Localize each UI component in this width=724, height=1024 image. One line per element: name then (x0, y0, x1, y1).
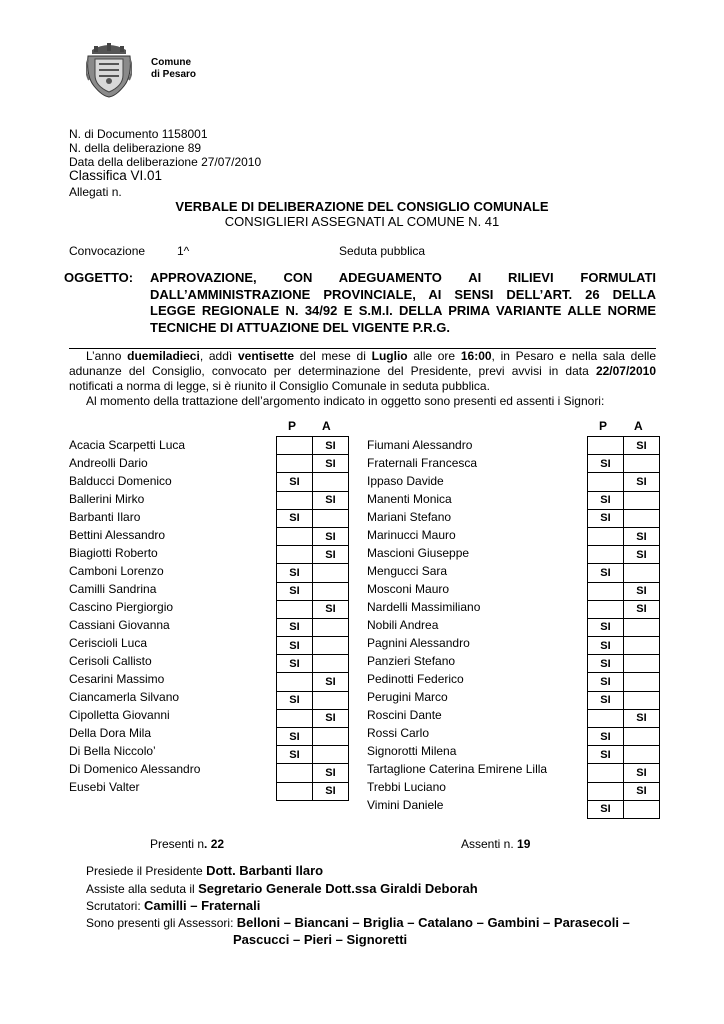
oggetto-text (150, 270, 656, 336)
councillor-name: Cassiani Giovanna (69, 618, 170, 632)
oggetto-label: OGGETTO: (64, 270, 134, 285)
seduta-type: Seduta pubblica (339, 244, 426, 258)
assessori-line: Sono presenti gli Assessori: Belloni – Biancani – Briglia – Catalano – Gambini – Parasecoli – (86, 915, 630, 930)
present-cell (588, 527, 624, 545)
attendance-row (588, 582, 660, 600)
convocazione-value: 1^ (177, 244, 190, 258)
councillor-name: Ciancamerla Silvano (69, 690, 180, 704)
councillor-name: Mascioni Giuseppe (367, 546, 470, 560)
absent-cell (624, 728, 660, 746)
absent-cell: SI (624, 782, 660, 800)
right-names-column (367, 436, 547, 814)
attendance-row (277, 691, 349, 709)
absent-cell: SI (624, 709, 660, 727)
councillor-name: Camilli Sandrina (69, 582, 157, 596)
header-a-left: A (322, 419, 331, 433)
presenti-total: Presenti n. 22 (150, 837, 225, 851)
present-cell: SI (277, 637, 313, 655)
present-cell: SI (277, 728, 313, 746)
absent-cell (313, 509, 349, 527)
absent-cell (624, 509, 660, 527)
intro-p2: Al momento della trattazione dell’argomento indicato in oggetto sono presenti ed assenti i Signori: (86, 394, 605, 408)
absent-cell: SI (313, 600, 349, 618)
councillor-name: Manenti Monica (367, 492, 452, 506)
present-cell (277, 709, 313, 727)
councillor-name: Roscini Dante (367, 708, 442, 722)
pesaro-coat-of-arms-icon (86, 40, 132, 98)
councillor-name: Mosconi Mauro (367, 582, 450, 596)
attendance-row (588, 655, 660, 673)
present-cell (588, 764, 624, 782)
absent-cell: SI (313, 491, 349, 509)
header-p-left: P (288, 419, 297, 433)
absent-cell: SI (313, 782, 349, 800)
left-attendance-table (276, 436, 349, 801)
assiste-line: Assiste alla seduta il Segretario Generale Dott.ssa Giraldi Deborah (86, 881, 478, 896)
scrutatori-line: Scrutatori: Camilli – Fraternali (86, 898, 261, 913)
comune-line2: di Pesaro (151, 69, 197, 80)
absent-cell (624, 491, 660, 509)
absent-cell (313, 637, 349, 655)
absent-cell: SI (313, 437, 349, 455)
attendance-row (588, 455, 660, 473)
oggetto-line: APPROVAZIONE, CON ADEGUAMENTO AI RILIEVI FORMULATI (150, 270, 656, 285)
deliberation-date: Data della deliberazione 27/07/2010 (69, 155, 262, 169)
attendance-row (588, 764, 660, 782)
councillor-name: Acacia Scarpetti Luca (69, 438, 186, 452)
councillor-name: Bettini Alessandro (69, 528, 166, 542)
attendance-row (588, 782, 660, 800)
left-names-column (69, 436, 200, 796)
councillor-name: Nardelli Massimiliano (367, 600, 481, 614)
councillor-name: Fraternali Francesca (367, 456, 478, 470)
councillor-name: Ippaso Davide (367, 474, 444, 488)
present-cell (277, 782, 313, 800)
present-cell: SI (277, 564, 313, 582)
absent-cell (624, 746, 660, 764)
absent-cell: SI (624, 600, 660, 618)
oggetto-line: DALL’AMMINISTRAZIONE PROVINCIALE, AI SENSI DELL’ART. 26 DELLA (150, 286, 656, 302)
absent-cell: SI (313, 709, 349, 727)
oggetto-line: LEGGE REGIONALE N. 34/92 E S.M.I. DELLA PRIMA VARIANTE ALLE NORME (150, 303, 656, 318)
present-cell (588, 600, 624, 618)
councillor-name: Tartaglione Caterina Emirene Lilla (367, 762, 548, 776)
present-cell (277, 600, 313, 618)
present-cell (277, 673, 313, 691)
present-cell (277, 455, 313, 473)
present-cell (588, 709, 624, 727)
header-a-right: A (634, 419, 643, 433)
absent-cell (624, 673, 660, 691)
attendance-row (277, 455, 349, 473)
attendance-row (588, 709, 660, 727)
present-cell (588, 782, 624, 800)
councillor-name: Mengucci Sara (367, 564, 448, 578)
present-cell: SI (277, 746, 313, 764)
present-cell (588, 582, 624, 600)
attendance-row (588, 473, 660, 491)
councillor-name: Della Dora Mila (69, 726, 152, 740)
councillor-name: Ballerini Mirko (69, 492, 145, 506)
absent-cell: SI (313, 546, 349, 564)
councillor-name: Balducci Domenico (69, 474, 172, 488)
attendance-row (588, 637, 660, 655)
councillor-name: Ceriscioli Luca (69, 636, 148, 650)
absent-cell (624, 455, 660, 473)
councillor-name: Trebbi Luciano (367, 780, 446, 794)
councillor-name: Di Bella Niccolo’ (69, 744, 156, 758)
comune-line1: Comune (151, 57, 191, 68)
absent-cell (313, 473, 349, 491)
councillor-name: Di Domenico Alessandro (69, 762, 201, 776)
attendance-row (277, 546, 349, 564)
deliberation-number: N. della deliberazione 89 (69, 141, 202, 155)
councillor-name: Cerisoli Callisto (69, 654, 152, 668)
attendance-row (277, 564, 349, 582)
present-cell (277, 437, 313, 455)
councillor-name: Barbanti Ilaro (69, 510, 141, 524)
absent-cell (624, 637, 660, 655)
councillor-name: Marinucci Mauro (367, 528, 456, 542)
document-number: N. di Documento 1158001 (69, 127, 208, 141)
present-cell (588, 473, 624, 491)
absent-cell: SI (624, 546, 660, 564)
attendance-row (588, 618, 660, 636)
present-cell (277, 764, 313, 782)
councillor-name: Biagiotti Roberto (69, 546, 158, 560)
councillor-name: Perugini Marco (367, 690, 448, 704)
present-cell: SI (588, 455, 624, 473)
classification: Classifica VI.01 (69, 168, 163, 183)
attendance-row (588, 564, 660, 582)
attendance-row (277, 655, 349, 673)
attachments: Allegati n. (69, 185, 122, 199)
present-cell (277, 546, 313, 564)
header-p-right: P (599, 419, 608, 433)
absent-cell: SI (313, 673, 349, 691)
attendance-row (588, 746, 660, 764)
councillor-name: Rossi Carlo (367, 726, 430, 740)
absent-cell: SI (624, 527, 660, 545)
present-cell: SI (277, 618, 313, 636)
present-cell: SI (588, 491, 624, 509)
councillor-name: Panzieri Stefano (367, 654, 456, 668)
absent-cell: SI (624, 437, 660, 455)
assenti-total: Assenti n. 19 (461, 837, 531, 851)
oggetto-line: TECNICHE DI ATTUAZIONE DEL VIGENTE P.R.G. (150, 319, 450, 335)
councillor-name: Signorotti Milena (367, 744, 457, 758)
attendance-row (588, 527, 660, 545)
present-cell: SI (588, 637, 624, 655)
attendance-row (588, 673, 660, 691)
councillor-name: Fiumani Alessandro (367, 438, 473, 452)
present-cell: SI (588, 655, 624, 673)
assessori-line-2: Pascucci – Pieri – Signoretti (233, 932, 408, 947)
attendance-row (588, 691, 660, 709)
present-cell: SI (588, 691, 624, 709)
present-cell: SI (588, 728, 624, 746)
councillor-name: Pagnini Alessandro (367, 636, 470, 650)
absent-cell (624, 655, 660, 673)
councillor-name: Camboni Lorenzo (69, 564, 164, 578)
councillor-name: Cesarini Massimo (69, 672, 165, 686)
attendance-row (277, 491, 349, 509)
absent-cell (624, 800, 660, 818)
councillor-name: Cascino Piergiorgio (69, 600, 174, 614)
present-cell (277, 527, 313, 545)
present-cell: SI (277, 509, 313, 527)
right-attendance-table (587, 436, 660, 819)
absent-cell: SI (624, 764, 660, 782)
intro-paragraph (69, 349, 656, 409)
present-cell: SI (588, 746, 624, 764)
councillor-name: Eusebi Valter (69, 780, 140, 794)
attendance-row (277, 764, 349, 782)
attendance-row (588, 728, 660, 746)
absent-cell (624, 691, 660, 709)
attendance-row (277, 746, 349, 764)
attendance-row (277, 509, 349, 527)
attendance-row (588, 546, 660, 564)
document-title: VERBALE DI DELIBERAZIONE DEL CONSIGLIO COMUNALE (175, 199, 549, 214)
absent-cell (313, 618, 349, 636)
comune-label (151, 57, 196, 81)
councillor-name: Vimini Daniele (367, 798, 444, 812)
present-cell: SI (277, 691, 313, 709)
present-cell (588, 437, 624, 455)
absent-cell (313, 564, 349, 582)
councillor-name: Andreolli Dario (69, 456, 148, 470)
present-cell: SI (277, 582, 313, 600)
present-cell (588, 546, 624, 564)
intro-p1: L’anno duemiladieci, addì ventisette del mese di Luglio alle ore 16:00, in Pesaro e nella sala delle adunanze del Consiglio, convocato per determinazione del Presidente, previ avvisi in data 22/07/2010 notificati a norma di legge, si è riunito il Consiglio Comunale in seduta pubblica. (69, 349, 657, 393)
absent-cell: SI (624, 582, 660, 600)
attendance-row (277, 473, 349, 491)
attendance-row (588, 437, 660, 455)
presiede-line: Presiede il Presidente Dott. Barbanti Ilaro (86, 863, 324, 878)
attendance-row (277, 582, 349, 600)
attendance-row (588, 509, 660, 527)
absent-cell (313, 746, 349, 764)
councillor-name: Nobili Andrea (367, 618, 439, 632)
document-subtitle: CONSIGLIERI ASSEGNATI AL COMUNE N. 41 (224, 214, 500, 229)
present-cell: SI (588, 564, 624, 582)
absent-cell (313, 655, 349, 673)
absent-cell (313, 582, 349, 600)
present-cell: SI (588, 618, 624, 636)
absent-cell: SI (313, 455, 349, 473)
present-cell: SI (588, 800, 624, 818)
absent-cell: SI (624, 473, 660, 491)
absent-cell: SI (313, 764, 349, 782)
present-cell (277, 491, 313, 509)
councillor-name: Pedinotti Federico (367, 672, 464, 686)
attendance-row (277, 782, 349, 800)
attendance-row (277, 673, 349, 691)
councillor-name: Mariani Stefano (367, 510, 452, 524)
present-cell: SI (277, 655, 313, 673)
present-cell: SI (277, 473, 313, 491)
attendance-row (277, 709, 349, 727)
attendance-row (277, 600, 349, 618)
absent-cell (313, 728, 349, 746)
attendance-row (277, 728, 349, 746)
attendance-row (277, 437, 349, 455)
attendance-row (277, 527, 349, 545)
attendance-row (277, 637, 349, 655)
absent-cell (624, 618, 660, 636)
present-cell: SI (588, 673, 624, 691)
attendance-row (588, 600, 660, 618)
attendance-row (588, 800, 660, 818)
present-cell: SI (588, 509, 624, 527)
attendance-row (588, 491, 660, 509)
attendance-row (277, 618, 349, 636)
councillor-name: Cipolletta Giovanni (69, 708, 170, 722)
absent-cell (624, 564, 660, 582)
absent-cell: SI (313, 527, 349, 545)
convocazione-label: Convocazione (69, 244, 146, 258)
absent-cell (313, 691, 349, 709)
